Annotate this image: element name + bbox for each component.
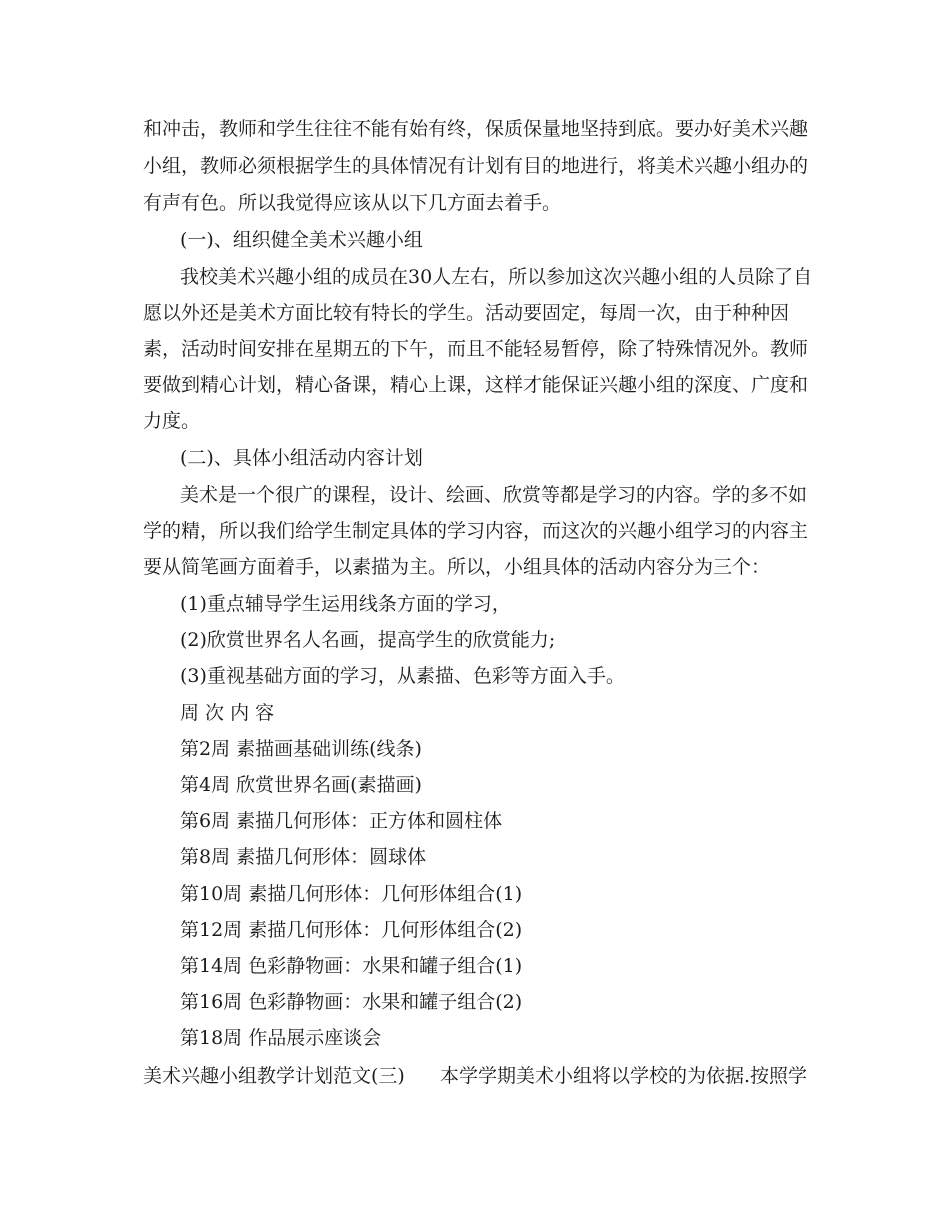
intro-line: 小组，教师必须根据学生的具体情况有计划有目的地进行，将美术兴趣小组办的 — [143, 155, 809, 177]
schedule-row: 第14周 色彩静物画：水果和罐子组合(1) — [180, 955, 523, 977]
schedule-row: 第6周 素描几何形体：正方体和圆柱体 — [180, 810, 503, 832]
intro-line: 和冲击，教师和学生往往不能有始有终，保质保量地坚持到底。要办好美术兴趣 — [143, 118, 809, 140]
schedule-row: 第4周 欣赏世界名画(素描画) — [180, 774, 422, 796]
intro-line: 有声有色。所以我觉得应该从以下几方面去着手。 — [143, 192, 562, 214]
list-item: (2)欣赏世界名人名画，提高学生的欣赏能力; — [180, 629, 556, 651]
schedule-row: 第12周 素描几何形体：几何形体组合(2) — [180, 919, 523, 941]
section-heading: (一)、组织健全美术兴趣小组 — [180, 229, 423, 251]
next-section-text: 本学学期美术小组将以学校的为依据.按照学 — [440, 1065, 808, 1087]
schedule-row: 第18周 作品展示座谈会 — [180, 1027, 382, 1049]
paragraph-line: 要做到精心计划，精心备课，精心上课，这样才能保证兴趣小组的深度、广度和 — [143, 374, 809, 396]
section-heading: (二)、具体小组活动内容计划 — [180, 447, 423, 469]
schedule-header: 周 次 内 容 — [180, 702, 275, 724]
schedule-row: 第16周 色彩静物画：水果和罐子组合(2) — [180, 991, 523, 1013]
paragraph-line: 要从简笔画方面着手，以素描为主。所以，小组具体的活动内容分为三个： — [143, 556, 771, 578]
schedule-row: 第10周 素描几何形体：几何形体组合(1) — [180, 883, 523, 905]
paragraph-line: 愿以外还是美术方面比较有特长的学生。活动要固定，每周一次，由于种种因 — [143, 302, 790, 324]
paragraph-line: 素，活动时间安排在星期五的下午，而且不能轻易暂停，除了特殊情况外。教师 — [143, 338, 809, 360]
paragraph-line: 我校美术兴趣小组的成员在30人左右，所以参加这次兴趣小组的人员除了自 — [180, 266, 813, 288]
next-section-title: 美术兴趣小组教学计划范文(三) — [143, 1065, 405, 1087]
paragraph-line: 力度。 — [143, 410, 201, 432]
list-item: (1)重点辅导学生运用线条方面的学习， — [180, 593, 511, 615]
schedule-row: 第2周 素描画基础训练(线条) — [180, 738, 422, 760]
schedule-row: 第8周 素描几何形体：圆球体 — [180, 846, 427, 868]
list-item: (3)重视基础方面的学习，从素描、色彩等方面入手。 — [180, 665, 625, 687]
paragraph-line: 美术是一个很广的课程，设计、绘画、欣赏等都是学习的内容。学的多不如 — [180, 484, 808, 506]
paragraph-line: 学的精，所以我们给学生制定具体的学习内容，而这次的兴趣小组学习的内容主 — [143, 520, 809, 542]
